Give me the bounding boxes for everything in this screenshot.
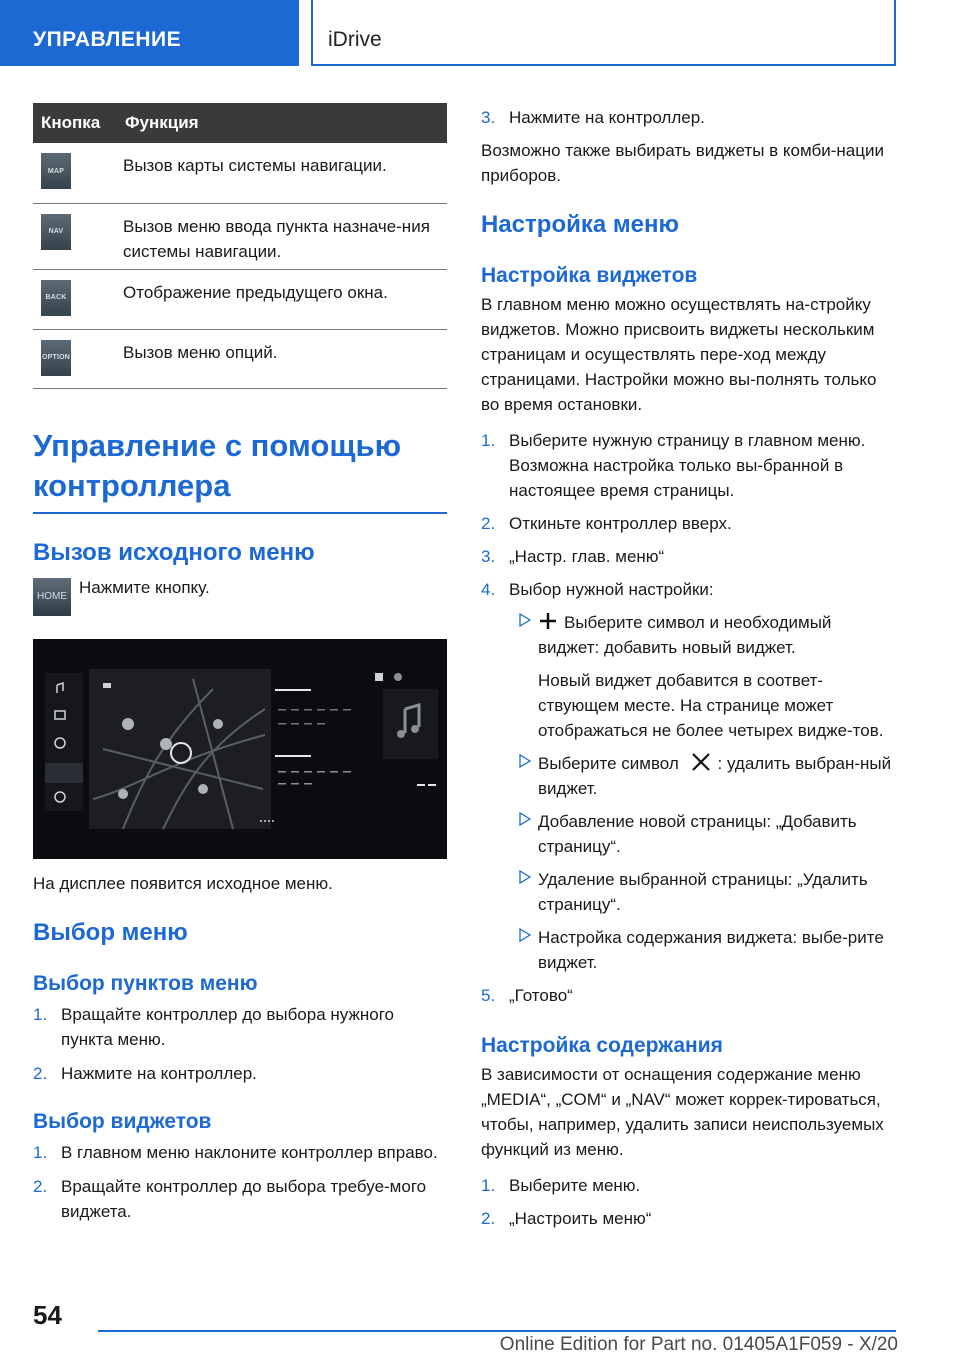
table-cell-function: Вызов карты системы навигации. [117,143,447,203]
table-row [33,269,447,329]
table-cell-function: Вызов меню опций. [117,329,447,388]
list-item: 4. Выбор нужной настройки: [481,580,714,599]
list-item: 1. Выберите меню. [481,1176,641,1195]
nav-button-icon: NAV [41,214,71,250]
map-button-icon: MAP [41,153,71,189]
table-cell-function: Вызов меню ввода пункта назначе-ния системы навигации. [117,203,447,269]
page-header [0,0,960,66]
bullet-item: Выберите символ и необходимый виджет: добавить новый виджет. [481,610,896,660]
menu-select-heading: Выбор меню [33,918,188,946]
topic-tab: iDrive [311,0,896,66]
list-item: 2. Нажмите на контроллер. [33,1063,257,1083]
right-column [481,103,896,1231]
table-header-button: Кнопка [33,103,117,143]
option-button-icon: OPTION [41,340,71,376]
list-item: 2. „Настроить меню“ [481,1209,652,1228]
list-item: 3. Нажмите на контроллер. [481,108,705,127]
table-row [33,143,447,203]
list-item: 3. „Настр. глав. меню“ [481,547,665,566]
list-item: 1. В главном меню наклоните контроллер вправо. [33,1142,438,1162]
widget-setup-intro: В главном меню можно осуществлять на-стройку виджетов. Можно присвоить виджеты нескольким страницам и осуществлять пере-ход между страницами. Настройки можно вы-полнять только во время остановки. [481,295,877,414]
table-row [33,329,447,388]
list-item: 5. „Готово“ [481,986,573,1005]
list-item: 1. Выберите нужную страницу в главном меню. Возможна настройка только вы-бранной в настоящее время страницы. [481,431,866,500]
plus-icon [538,612,558,630]
page-number: 54 [33,1300,62,1330]
widgets-select-heading: Выбор виджетов [33,1109,212,1133]
widget-setup-heading: Настройка виджетов [481,264,698,287]
controller-heading: Управление с помощью контроллера [33,426,447,514]
list-item: 2. Откиньте контроллер вверх. [481,514,732,533]
bullet-item: Настройка содержания виджета: выбе-рите виджет. [481,925,896,975]
table-header-function: Функция [117,103,447,143]
combi-note: Возможно также выбирать виджеты в комби-нации приборов. [481,141,884,185]
back-button-icon: BACK [41,280,71,316]
section-tab: УПРАВЛЕНИЕ [0,0,299,66]
content-setup-heading: Настройка содержания [481,1034,723,1057]
list-item: 1. Вращайте контроллер до выбора нужного пункта меню. [33,1004,394,1049]
home-instruction: Нажмите кнопку. [79,577,210,597]
table-cell-function: Отображение предыдущего окна. [117,269,447,329]
table-row [33,203,447,269]
button-function-table [33,103,447,389]
bullet-note: Новый виджет добавится в соответ-ствующем месте. На странице может отображаться не более четырех видже-тов. [538,671,884,740]
bullet-item: Выберите символ : удалить выбран-ный виджет. [481,751,896,801]
left-column [33,103,447,1224]
close-icon [690,753,712,771]
content-setup-intro: В зависимости от оснащения содержание меню „MEDIA“, „COM“ и „NAV“ может коррек-тироваться, чтобы, например, удалить записи неиспользуемых функций из меню. [481,1065,884,1159]
home-menu-heading: Вызов исходного меню [33,538,315,566]
home-button-icon: HOME [33,578,71,616]
menu-items-heading: Выбор пунктов меню [33,971,258,995]
home-menu-caption: На дисплее появится исходное меню. [33,873,333,893]
footer-divider [98,1330,896,1332]
menu-setup-heading: Настройка меню [481,211,679,238]
home-menu-screenshot [33,639,447,859]
edition-link[interactable]: Online Edition for Part no. 01405A1F059 - X/20 [499,1334,898,1355]
list-item: 2. Вращайте контроллер до выбора требуе-мого виджета. [33,1176,427,1221]
bullet-item: Удаление выбранной страницы: „Удалить страницу“. [481,867,896,917]
bullet-item: Добавление новой страницы: „Добавить страницу“. [481,809,896,859]
